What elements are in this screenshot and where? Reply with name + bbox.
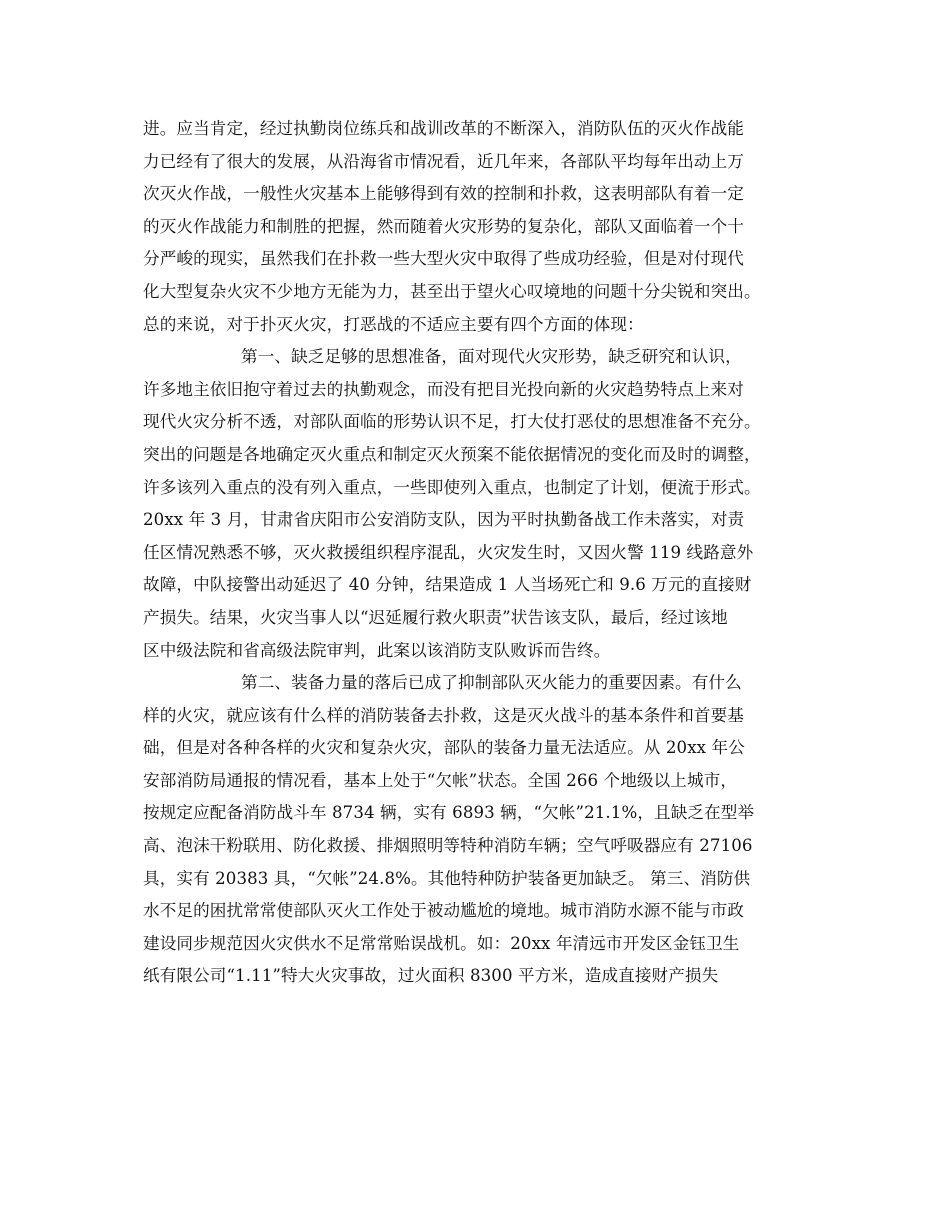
text-line: 力已经有了很大的发展，从沿海省市情况看，近几年来，各部队平均每年出动上万 bbox=[143, 151, 744, 171]
text-line: 水不足的困扰常常使部队灭火工作处于被动尴尬的境地。城市消防水源不能与市政 bbox=[143, 901, 744, 921]
text-line: 次灭火作战，一般性火灾基本上能够得到有效的控制和扑救，这表明部队有着一定 bbox=[143, 184, 744, 204]
text-line: 任区情况熟悉不够，灭火救援组织程序混乱，火灾发生时，又因火警 119 线路意外 bbox=[143, 542, 754, 562]
text-line: 具，实有 20383 具，“欠帐”24.8%。其他特种防护装备更加缺乏。 第三、消防供 bbox=[143, 868, 751, 888]
text-line: 第二、装备力量的落后已成了抑制部队灭火能力的重要因素。有什么 bbox=[241, 673, 742, 693]
text-line: 的灭火作战能力和制胜的把握，然而随着火灾形势的复杂化，部队又面临着一个十 bbox=[143, 216, 744, 236]
text-line: 高、泡沫干粉联用、防化救援、排烟照明等特种消防车辆；空气呼吸器应有 27106 bbox=[143, 836, 753, 856]
text-line: 础，但是对各种各样的火灾和复杂火灾，部队的装备力量无法适应。从 20xx 年公 bbox=[143, 738, 745, 758]
text-line: 第一、缺乏足够的思想准备，面对现代火灾形势，缺乏研究和认识， bbox=[241, 347, 742, 367]
text-line: 突出的问题是各地确定灭火重点和制定灭火预案不能依据情况的变化而及时的调整， bbox=[143, 444, 761, 464]
text-line: 化大型复杂火灾不少地方无能为力，甚至出于望火心叹境地的问题十分尖锐和突出。 bbox=[143, 281, 761, 301]
text-line: 产损失。结果，火灾当事人以“迟延履行救火职责”状告该支队，最后，经过该地 bbox=[143, 607, 728, 627]
text-line: 故障，中队接警出动延迟了 40 分钟，结果造成 1 人当场死亡和 9.6 万元的直接财 bbox=[143, 575, 752, 595]
text-line: 分严峻的现实，虽然我们在扑救一些大型火灾中取得了些成功经验，但是对付现代 bbox=[143, 249, 744, 269]
text-line: 区中级法院和省高级法院审判，此案以该消防支队败诉而告终。 bbox=[143, 640, 611, 660]
text-line: 按规定应配备消防战斗车 8734 辆，实有 6893 辆，“欠帐”21.1%，且缺乏在型举 bbox=[143, 803, 755, 823]
text-line: 现代火灾分析不透，对部队面临的形势认识不足，打大仗打恶仗的思想准备不充分。 bbox=[143, 412, 761, 432]
document-body bbox=[143, 113, 813, 993]
text-line: 许多该列入重点的没有列入重点，一些即使列入重点，也制定了计划，便流于形式。 bbox=[143, 477, 761, 497]
text-line: 20xx 年 3 月，甘肃省庆阳市公安消防支队，因为平时执勤备战工作未落实，对责 bbox=[143, 510, 745, 530]
text-line: 样的火灾，就应该有什么样的消防装备去扑救，这是灭火战斗的基本条件和首要基 bbox=[143, 705, 744, 725]
text-line: 许多地主依旧抱守着过去的执勤观念，而没有把目光投向新的火灾趋势特点上来对 bbox=[143, 379, 744, 399]
text-line: 安部消防局通报的情况看，基本上处于“欠帐”状态。全国 266 个地级以上城市， bbox=[143, 770, 738, 790]
text-line: 总的来说，对于扑灭火灾，打恶战的不适应主要有四个方面的体现： bbox=[143, 314, 644, 334]
text-line: 建设同步规范因火灾供水不足常常贻误战机。如：20xx 年清远市开发区金钰卫生 bbox=[143, 933, 740, 953]
text-line: 纸有限公司“1.11”特大火灾事故，过火面积 8300 平方米，造成直接财产损失 bbox=[143, 966, 719, 986]
text-line: 进。应当肯定，经过执勤岗位练兵和战训改革的不断深入，消防队伍的灭火作战能 bbox=[143, 119, 744, 138]
